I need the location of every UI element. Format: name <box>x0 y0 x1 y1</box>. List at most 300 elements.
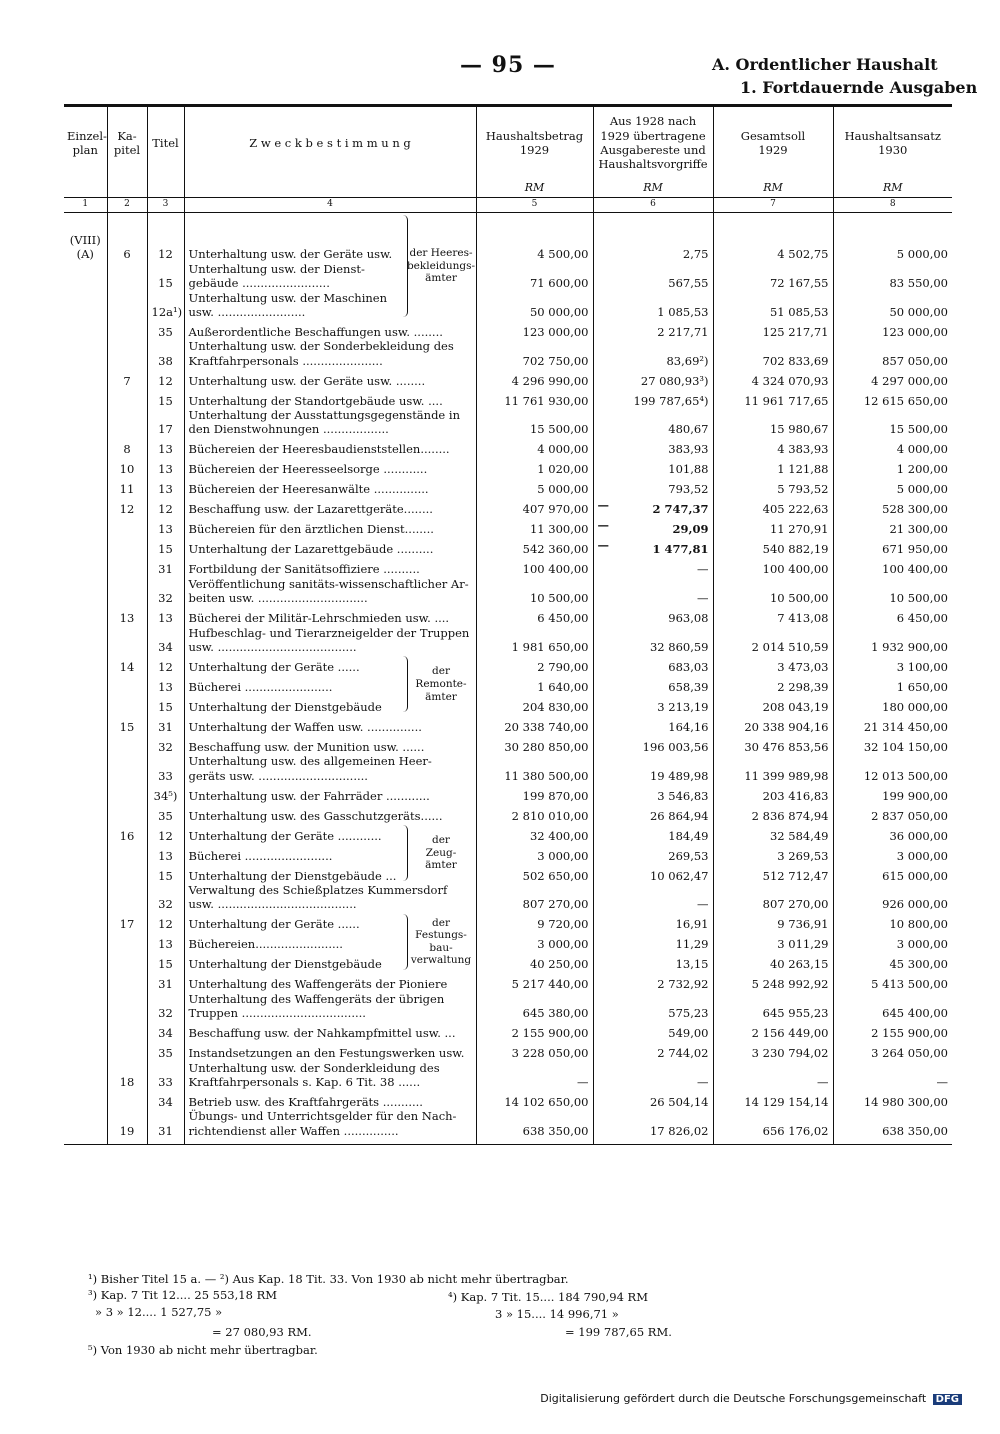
cell-purpose: Unterhaltung usw. der Sonderkleidung des Kraftfahrpersonals s. Kap. 6 Tit. 38 ...... <box>184 1061 476 1090</box>
cell-kapitel <box>107 339 147 368</box>
cell-purpose: Bücherei der Militär-Lehrschmieden usw. .... <box>184 606 476 626</box>
cell-purpose: Beschaffung usw. der Lazarettgeräte........ <box>184 497 476 517</box>
cell-plan <box>64 783 107 803</box>
table-row <box>64 339 952 368</box>
table-row <box>64 1021 952 1041</box>
brace-group-label <box>408 914 474 970</box>
cell-titel: 17 <box>147 408 184 437</box>
cell-amount-1929: 199 870,00 <box>476 783 593 803</box>
cell-amount-1929: 3 000,00 <box>476 932 593 952</box>
cell-carryover: — <box>593 557 713 577</box>
table-row <box>64 319 952 339</box>
cell-amount-1929: 2 790,00 <box>476 654 593 674</box>
cell-titel: 13 <box>147 674 184 694</box>
cell-amount-1929: 11 380 500,00 <box>476 754 593 783</box>
brace-icon <box>403 825 408 881</box>
table-row <box>64 803 952 823</box>
footer-text: Digitalisierung gefördert durch die Deutsche Forschungsgemeinschaft <box>540 1392 927 1405</box>
cell-amount-1930: 180 000,00 <box>833 694 952 714</box>
cell-carryover <box>593 517 713 537</box>
cell-plan: (VIII) (A) <box>69 233 101 262</box>
cell-kapitel <box>107 952 147 972</box>
cell-kapitel <box>107 291 147 320</box>
cell-carryover <box>593 497 713 517</box>
cell-amount-1929: 9 720,00 <box>476 912 593 932</box>
table-row <box>64 674 952 694</box>
footnote-3-line1: ³) Kap. 7 Tit 12.... 25 553,18 RM <box>88 1288 277 1302</box>
cell-total-1929: 203 416,83 <box>713 783 833 803</box>
cell-amount-1930: 4 000,00 <box>833 437 952 457</box>
cell-kapitel: 12 <box>107 497 147 517</box>
cell-amount-1929: 645 380,00 <box>476 992 593 1021</box>
cell-plan <box>64 912 107 932</box>
cell-purpose: Büchereien der Heeresanwälte ............... <box>184 477 476 497</box>
cell-amount-1930: 21 300,00 <box>833 517 952 537</box>
cell-purpose: Hufbeschlag- und Tierarzneigelder der Truppen usw. ...................................... <box>184 626 476 655</box>
cell-kapitel <box>107 557 147 577</box>
cell-total-1929: 2 298,39 <box>713 674 833 694</box>
cell-carryover: 184,49 <box>593 823 713 843</box>
cell-titel: 15 <box>147 694 184 714</box>
table-row <box>64 754 952 783</box>
cell-purpose: Büchereien für den ärztlichen Dienst........ <box>184 517 476 537</box>
cell-purpose: Unterhaltung der Geräte ...... <box>184 912 476 932</box>
cell-total-1929: 3 473,03 <box>713 654 833 674</box>
column-unit-2 <box>107 179 147 198</box>
cell-amount-1929: 40 250,00 <box>476 952 593 972</box>
cell-plan <box>64 972 107 992</box>
table-row <box>64 992 952 1021</box>
column-number-6: 6 <box>593 198 713 213</box>
cell-carryover: 27 080,93³) <box>593 368 713 388</box>
cell-purpose: Bücherei ........................ <box>184 674 476 694</box>
cell-plan <box>64 291 107 320</box>
cell-amount-1929: 20 338 740,00 <box>476 714 593 734</box>
cell-amount-1929: 32 400,00 <box>476 823 593 843</box>
cell-total-1929: 10 500,00 <box>713 577 833 606</box>
cell-amount-1929: 15 500,00 <box>476 408 593 437</box>
cell-carryover: 793,52 <box>593 477 713 497</box>
table-row <box>64 843 952 863</box>
cell-amount-1929: 3 228 050,00 <box>476 1041 593 1061</box>
column-unit-5: RM <box>476 179 593 198</box>
cell-titel: 13 <box>147 932 184 952</box>
cell-amount-1929: 1 981 650,00 <box>476 626 593 655</box>
table-row <box>64 823 952 843</box>
cell-carryover: 164,16 <box>593 714 713 734</box>
table-row <box>64 408 952 437</box>
cell-kapitel: 8 <box>107 437 147 457</box>
cell-kapitel <box>107 972 147 992</box>
cell-total-1929: 2 156 449,00 <box>713 1021 833 1041</box>
table-row <box>64 557 952 577</box>
cell-carryover: 963,08 <box>593 606 713 626</box>
cell-purpose: Beschaffung usw. der Nahkampfmittel usw. ... <box>184 1021 476 1041</box>
cell-amount-1930: 6 450,00 <box>833 606 952 626</box>
cell-total-1929: 4 383,93 <box>713 437 833 457</box>
cell-amount-1930: 10 800,00 <box>833 912 952 932</box>
cell-total-1929: 512 712,47 <box>713 863 833 883</box>
table-row <box>64 388 952 408</box>
cell-titel: 34⁵) <box>147 783 184 803</box>
cell-purpose: Büchereien der Heeresseelsorge ............ <box>184 457 476 477</box>
cell-carryover <box>593 537 713 557</box>
cell-kapitel <box>107 1089 147 1109</box>
column-unit-7: RM <box>713 179 833 198</box>
cell-carryover: 83,69²) <box>593 339 713 368</box>
cell-purpose: Unterhaltung usw. der Geräte usw. <box>184 213 476 262</box>
cell-purpose: Unterhaltung des Waffengeräts der übrigen Truppen .................................. <box>184 992 476 1021</box>
cell-titel: 12 <box>147 654 184 674</box>
cell-plan <box>64 517 107 537</box>
column-unit-1 <box>64 179 107 198</box>
cell-titel: 15 <box>147 262 184 291</box>
cell-titel: 32 <box>147 577 184 606</box>
brace-group-label <box>408 656 474 712</box>
cell-plan <box>64 262 107 291</box>
cell-titel: 13 <box>147 477 184 497</box>
negative-value: 2 747,37 <box>652 502 709 517</box>
cell-kapitel <box>107 1021 147 1041</box>
cell-amount-1930: 528 300,00 <box>833 497 952 517</box>
cell-amount-1930: 615 000,00 <box>833 863 952 883</box>
negative-sign: — <box>597 498 609 513</box>
cell-plan <box>64 932 107 952</box>
cell-amount-1930: 3 000,00 <box>833 932 952 952</box>
cell-amount-1930: 21 314 450,00 <box>833 714 952 734</box>
cell-kapitel <box>107 863 147 883</box>
cell-amount-1930: 3 000,00 <box>833 843 952 863</box>
table-row <box>64 883 952 912</box>
negative-sign: — <box>597 518 609 533</box>
cell-kapitel: 18 <box>107 1061 147 1090</box>
cell-carryover: 101,88 <box>593 457 713 477</box>
cell-total-1929: 100 400,00 <box>713 557 833 577</box>
cell-purpose: Unterhaltung der Ausstattungsgegenstände in den Dienstwohnungen .................. <box>184 408 476 437</box>
cell-kapitel: 11 <box>107 477 147 497</box>
cell-total-1929: 20 338 904,16 <box>713 714 833 734</box>
table-row <box>64 1109 952 1144</box>
cell-carryover: 17 826,02 <box>593 1109 713 1144</box>
cell-titel: 13 <box>147 457 184 477</box>
cell-purpose: Büchereien........................ <box>184 932 476 952</box>
column-header-5: Haushaltsbetrag 1929 <box>476 106 593 180</box>
cell-kapitel <box>107 537 147 557</box>
cell-amount-1929: 50 000,00 <box>476 291 593 320</box>
cell-kapitel: 19 <box>107 1109 147 1144</box>
cell-total-1929: 15 980,67 <box>713 408 833 437</box>
cell-kapitel: 10 <box>107 457 147 477</box>
cell-amount-1929: 502 650,00 <box>476 863 593 883</box>
cell-amount-1930: 12 615 650,00 <box>833 388 952 408</box>
cell-plan <box>64 1061 107 1090</box>
cell-carryover: 549,00 <box>593 1021 713 1041</box>
cell-carryover: 480,67 <box>593 408 713 437</box>
cell-kapitel: 7 <box>107 368 147 388</box>
cell-titel: 12 <box>147 368 184 388</box>
brace-label-text: der Remonte- ämter <box>415 665 467 703</box>
cell-purpose: Instandsetzungen an den Festungswerken usw. <box>184 1041 476 1061</box>
cell-carryover: 2 732,92 <box>593 972 713 992</box>
cell-purpose: Unterhaltung des Waffengeräts der Pioniere <box>184 972 476 992</box>
cell-kapitel <box>107 992 147 1021</box>
cell-amount-1929: 204 830,00 <box>476 694 593 714</box>
cell-titel: 31 <box>147 714 184 734</box>
cell-carryover: 199 787,65⁴) <box>593 388 713 408</box>
cell-total-1929: 32 584,49 <box>713 823 833 843</box>
cell-kapitel <box>107 577 147 606</box>
cell-total-1929: 14 129 154,14 <box>713 1089 833 1109</box>
cell-purpose: Unterhaltung der Dienstgebäude ... <box>184 863 476 883</box>
table-row <box>64 577 952 606</box>
cell-plan <box>64 843 107 863</box>
cell-plan <box>64 537 107 557</box>
table-row <box>64 654 952 674</box>
cell-plan <box>64 1021 107 1041</box>
cell-titel: 13 <box>147 606 184 626</box>
cell-amount-1930: 2 155 900,00 <box>833 1021 952 1041</box>
negative-value: 1 477,81 <box>652 542 709 557</box>
cell-titel: 15 <box>147 952 184 972</box>
column-header-2: Ka- pitel <box>107 106 147 180</box>
table-row <box>64 714 952 734</box>
cell-amount-1929: 30 280 850,00 <box>476 734 593 754</box>
cell-plan <box>64 606 107 626</box>
cell-amount-1930: 45 300,00 <box>833 952 952 972</box>
cell-kapitel: 16 <box>107 823 147 843</box>
cell-purpose: Fortbildung der Sanitätsoffiziere .......... <box>184 557 476 577</box>
cell-purpose: Unterhaltung usw. des Gasschutzgeräts...... <box>184 803 476 823</box>
cell-purpose: Unterhaltung usw. der Maschinen usw. ........................ <box>184 291 476 320</box>
cell-total-1929: 2 836 874,94 <box>713 803 833 823</box>
table-row <box>64 457 952 477</box>
cell-titel: 31 <box>147 557 184 577</box>
cell-carryover: 196 003,56 <box>593 734 713 754</box>
cell-plan <box>64 319 107 339</box>
cell-carryover: 13,15 <box>593 952 713 972</box>
cell-amount-1930: 50 000,00 <box>833 291 952 320</box>
cell-carryover: 19 489,98 <box>593 754 713 783</box>
cell-total-1929: 405 222,63 <box>713 497 833 517</box>
cell-titel: 13 <box>147 517 184 537</box>
column-header-1: Einzel- plan <box>64 106 107 180</box>
cell-titel: 35 <box>147 803 184 823</box>
cell-purpose: Bücherei ........................ <box>184 843 476 863</box>
column-unit-4 <box>184 179 476 198</box>
cell-plan <box>64 368 107 388</box>
cell-carryover: 269,53 <box>593 843 713 863</box>
cell-total-1929: 11 961 717,65 <box>713 388 833 408</box>
footnote-4-line2: 3 » 15.... 14 996,71 » <box>495 1307 619 1321</box>
footnote-3-sum: = 27 080,93 RM. <box>212 1325 312 1339</box>
cell-plan <box>64 992 107 1021</box>
column-header-7: Gesamtsoll 1929 <box>713 106 833 180</box>
cell-purpose: Unterhaltung der Geräte ...... <box>184 654 476 674</box>
table-row <box>64 477 952 497</box>
cell-carryover: 16,91 <box>593 912 713 932</box>
brace-label-text: der Festungs- bau- verwaltung <box>410 916 472 967</box>
table-row <box>64 863 952 883</box>
cell-plan <box>64 803 107 823</box>
column-unit-3 <box>147 179 184 198</box>
cell-plan <box>64 477 107 497</box>
cell-amount-1930: 1 200,00 <box>833 457 952 477</box>
cell-kapitel <box>107 517 147 537</box>
cell-total-1929: 4 324 070,93 <box>713 368 833 388</box>
cell-total-1929: 5 248 992,92 <box>713 972 833 992</box>
cell-amount-1929: 4 296 990,00 <box>476 368 593 388</box>
cell-kapitel: 14 <box>107 654 147 674</box>
table-row <box>64 932 952 952</box>
cell-titel: 34 <box>147 1021 184 1041</box>
column-unit-6: RM <box>593 179 713 198</box>
cell-kapitel: 13 <box>107 606 147 626</box>
cell-plan <box>64 754 107 783</box>
cell-purpose: Unterhaltung der Standortgebäude usw. .... <box>184 388 476 408</box>
table-row <box>64 606 952 626</box>
cell-carryover: 26 864,94 <box>593 803 713 823</box>
cell-amount-1930: — <box>833 1061 952 1090</box>
cell-plan <box>64 577 107 606</box>
cell-plan <box>64 674 107 694</box>
table-row <box>64 1089 952 1109</box>
cell-plan <box>64 1041 107 1061</box>
cell-amount-1930: 671 950,00 <box>833 537 952 557</box>
cell-titel: 12 <box>147 213 184 262</box>
cell-amount-1929: 702 750,00 <box>476 339 593 368</box>
cell-purpose: Unterhaltung usw. der Dienst- gebäude ........................ <box>184 262 476 291</box>
cell-amount-1930: 2 837 050,00 <box>833 803 952 823</box>
cell-titel: 15 <box>147 537 184 557</box>
cell-plan <box>64 388 107 408</box>
cell-purpose: Betrieb usw. des Kraftfahrgeräts ........... <box>184 1089 476 1109</box>
cell-purpose: Außerordentliche Beschaffungen usw. ........ <box>184 319 476 339</box>
cell-plan <box>64 952 107 972</box>
cell-carryover: 658,39 <box>593 674 713 694</box>
cell-amount-1930: 926 000,00 <box>833 883 952 912</box>
cell-titel: 15 <box>147 388 184 408</box>
cell-total-1929: 1 121,88 <box>713 457 833 477</box>
cell-titel: 35 <box>147 1041 184 1061</box>
cell-carryover: 567,55 <box>593 262 713 291</box>
cell-total-1929: 3 011,29 <box>713 932 833 952</box>
table-row <box>64 291 952 320</box>
column-number-5: 5 <box>476 198 593 213</box>
cell-titel: 13 <box>147 437 184 457</box>
cell-amount-1930: 5 000,00 <box>833 213 952 262</box>
cell-amount-1930: 3 100,00 <box>833 654 952 674</box>
brace-label-text: der Zeug- ämter <box>425 834 457 872</box>
cell-plan <box>64 457 107 477</box>
cell-total-1929: 5 793,52 <box>713 477 833 497</box>
cell-carryover: 2 744,02 <box>593 1041 713 1061</box>
dfg-logo: DFG <box>933 1394 962 1405</box>
brace-group-label <box>408 825 474 881</box>
column-unit-8: RM <box>833 179 952 198</box>
cell-amount-1930: 32 104 150,00 <box>833 734 952 754</box>
cell-amount-1930: 5 413 500,00 <box>833 972 952 992</box>
cell-total-1929: 7 413,08 <box>713 606 833 626</box>
table-row <box>64 437 952 457</box>
cell-kapitel <box>107 803 147 823</box>
cell-carryover: 26 504,14 <box>593 1089 713 1109</box>
section-subtitle: 1. Fortdauernde Ausgaben <box>740 78 978 97</box>
cell-amount-1929: 638 350,00 <box>476 1109 593 1144</box>
cell-total-1929: 702 833,69 <box>713 339 833 368</box>
cell-kapitel <box>107 694 147 714</box>
cell-titel: 12 <box>147 497 184 517</box>
cell-carryover: — <box>593 577 713 606</box>
cell-amount-1930: 3 264 050,00 <box>833 1041 952 1061</box>
cell-titel: 13 <box>147 843 184 863</box>
table-row <box>64 368 952 388</box>
cell-titel: 34 <box>147 1089 184 1109</box>
cell-purpose: Verwaltung des Schießplatzes Kummersdorf usw. ...................................... <box>184 883 476 912</box>
cell-kapitel <box>107 843 147 863</box>
table-row <box>64 262 952 291</box>
table-row <box>64 694 952 714</box>
negative-sign: — <box>597 538 609 553</box>
cell-amount-1929: 123 000,00 <box>476 319 593 339</box>
cell-amount-1929: 6 450,00 <box>476 606 593 626</box>
cell-total-1929: 40 263,15 <box>713 952 833 972</box>
cell-plan <box>64 1089 107 1109</box>
cell-amount-1930: 1 932 900,00 <box>833 626 952 655</box>
cell-purpose: Unterhaltung der Geräte ............ <box>184 823 476 843</box>
cell-amount-1930: 857 050,00 <box>833 339 952 368</box>
cell-kapitel <box>107 262 147 291</box>
cell-titel: 33 <box>147 1061 184 1090</box>
negative-value: 29,09 <box>672 522 709 537</box>
cell-amount-1930: 4 297 000,00 <box>833 368 952 388</box>
cell-kapitel <box>107 1041 147 1061</box>
cell-amount-1930: 14 980 300,00 <box>833 1089 952 1109</box>
cell-amount-1929: 10 500,00 <box>476 577 593 606</box>
cell-purpose: Unterhaltung usw. der Geräte usw. ........ <box>184 368 476 388</box>
column-number-4: 4 <box>184 198 476 213</box>
cell-total-1929: 645 955,23 <box>713 992 833 1021</box>
cell-amount-1930: 1 650,00 <box>833 674 952 694</box>
cell-carryover: 3 213,19 <box>593 694 713 714</box>
cell-amount-1929: 1 020,00 <box>476 457 593 477</box>
cell-amount-1929: 2 155 900,00 <box>476 1021 593 1041</box>
cell-amount-1929: 4 500,00 <box>476 213 593 262</box>
table-row <box>64 517 952 537</box>
cell-amount-1929: 100 400,00 <box>476 557 593 577</box>
cell-kapitel <box>107 932 147 952</box>
cell-carryover: 2 217,71 <box>593 319 713 339</box>
cell-carryover: 1 085,53 <box>593 291 713 320</box>
cell-kapitel <box>107 388 147 408</box>
cell-amount-1929: 5 217 440,00 <box>476 972 593 992</box>
footnote-4-sum: = 199 787,65 RM. <box>565 1325 672 1339</box>
cell-total-1929: 9 736,91 <box>713 912 833 932</box>
table-row <box>64 537 952 557</box>
cell-total-1929: 125 217,71 <box>713 319 833 339</box>
cell-total-1929: 208 043,19 <box>713 694 833 714</box>
table-row <box>64 1061 952 1090</box>
cell-titel: 12a¹) <box>147 291 184 320</box>
cell-total-1929: 72 167,55 <box>713 262 833 291</box>
cell-kapitel <box>107 319 147 339</box>
cell-purpose: Büchereien der Heeresbaudienststellen........ <box>184 437 476 457</box>
cell-total-1929: 2 014 510,59 <box>713 626 833 655</box>
cell-kapitel <box>107 626 147 655</box>
cell-purpose: Übungs- und Unterrichtsgelder für den Nach- richtendienst aller Waffen ............... <box>184 1109 476 1144</box>
table-row <box>64 972 952 992</box>
column-number-3: 3 <box>147 198 184 213</box>
cell-titel: 32 <box>147 992 184 1021</box>
